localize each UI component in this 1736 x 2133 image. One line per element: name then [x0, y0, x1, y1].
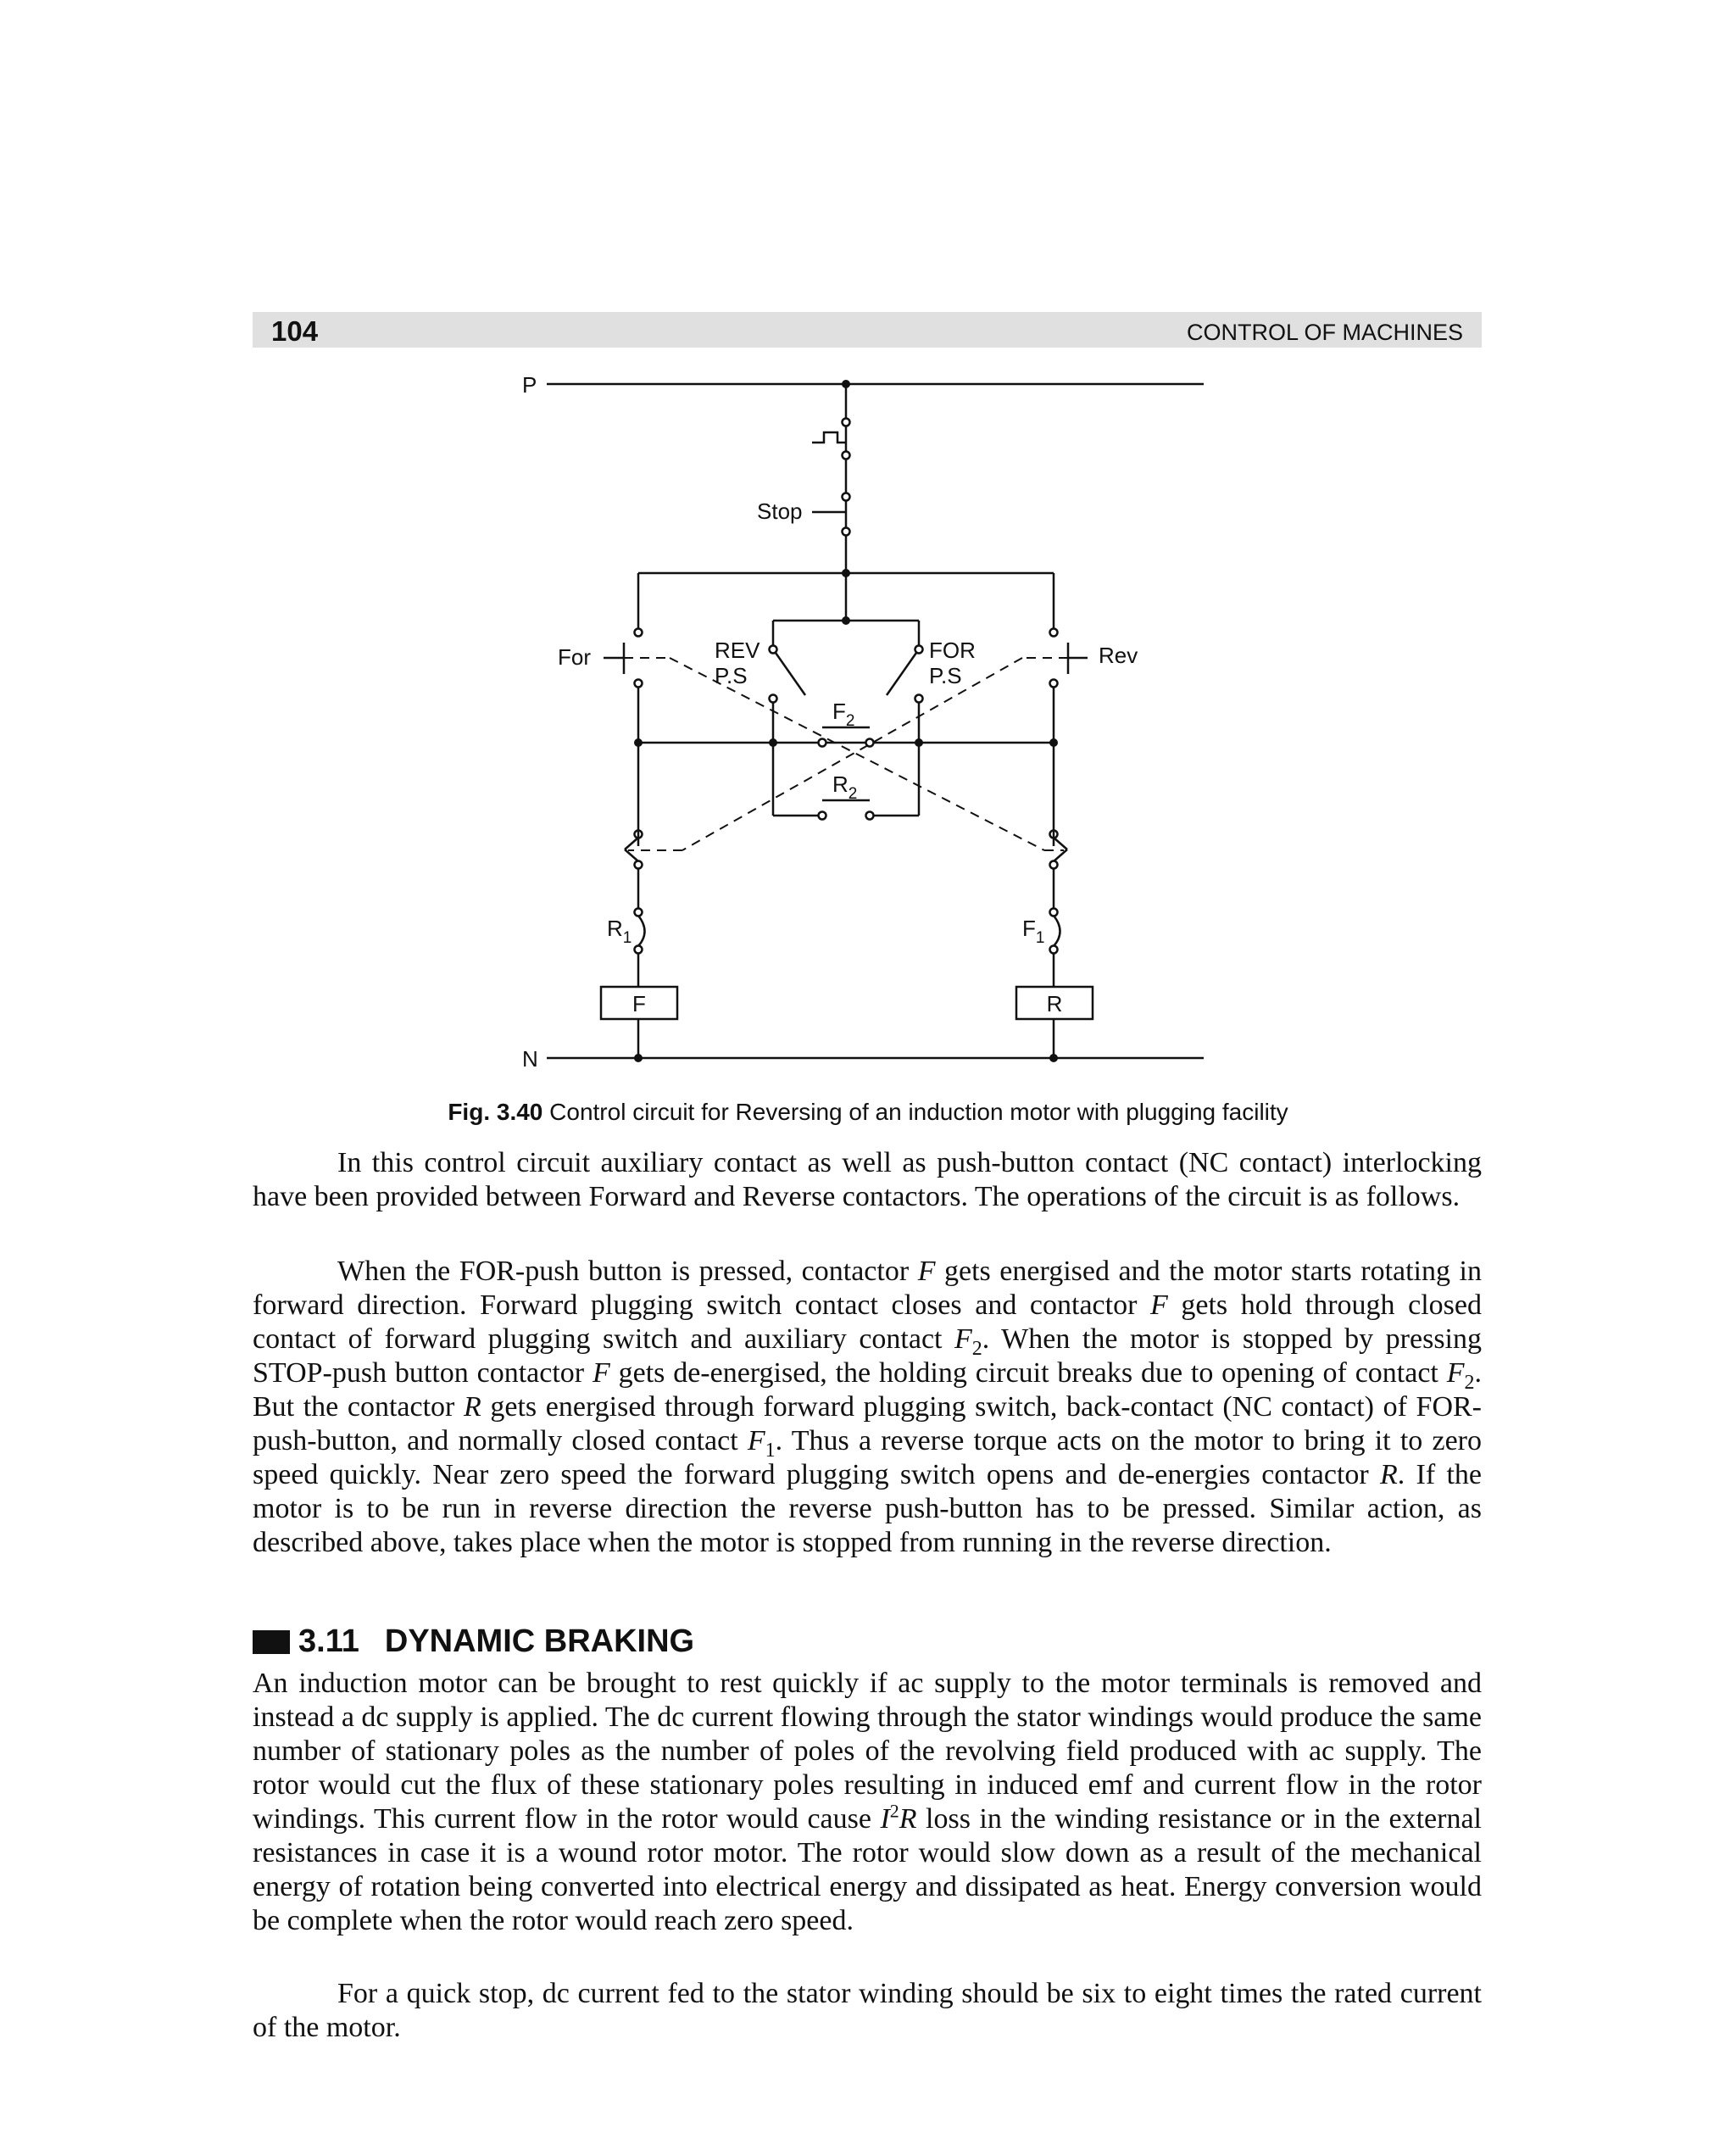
paragraph-operation: When the FOR-push button is pressed, contactor F gets energised and the motor starts rotating in forward direction. Forward plugging switch contact closes and contactor F gets hold through closed contact of forward plugging switch and auxiliary contact $F_2$. When the motor is stopped by pressing STOP-push button contactor F gets de-energised, the holding circuit breaks due to opening of contact $F_2$. But the contactor R gets energised through forward plugging switch, back-contact (NC contact) of FOR-push-button, and normally closed contact $F_1$. Thus a reverse torque acts on the motor to bring it to zero speed quickly. Near zero speed the forward plugging switch opens and de-energies contactor R. If the motor is to be run in reverse direction the reverse push-button has to be pressed. Similar action, as described above, takes place when the motor is stopped from running in the reverse direction. — [253, 1256, 1482, 1558]
label-for: For — [558, 644, 591, 670]
stop-nc1-top — [843, 419, 850, 426]
section-heading — [253, 1623, 694, 1660]
section-number: 3.11 — [298, 1623, 359, 1659]
paragraph-interlocking: In this control circuit auxiliary contact as well as push-button contact (NC contact) interlocking have been provided between Forward and Reverse contactors. The operations of the circuit is as follows. — [253, 1147, 1482, 1212]
label-p: P — [522, 372, 537, 398]
coil-r-label: R — [1046, 991, 1063, 1016]
caption-number: Fig. 3.40 — [448, 1099, 543, 1125]
caption-text: Control circuit for Reversing of an induction motor with plugging facility — [549, 1099, 1288, 1125]
thermal-overload-symbol — [812, 432, 846, 443]
for-ps-blade — [887, 653, 916, 695]
stop-pb-top — [843, 493, 850, 501]
label-for-ps-2: P.S — [929, 663, 962, 688]
label-rev: Rev — [1099, 643, 1138, 668]
section-marker — [253, 1630, 290, 1654]
label-n: N — [522, 1046, 538, 1072]
label-f1: $F_1$ — [1022, 916, 1045, 947]
label-r1: $R_1$ — [607, 916, 632, 947]
page-number: 104 — [271, 315, 319, 347]
label-rev-ps-1: REV — [715, 638, 760, 663]
paragraph-dynamic-braking: An induction motor can be brought to rest quickly if ac supply to the motor terminals is removed and instead a dc supply is applied. The dc current flowing through the stator windings would produce the same number of stationary poles as the number of poles of the revolving field produced with ac supply. The rotor would cut the flux of these stationary poles resulting in induced emf and current flow in the rotor windings. This current flow in the rotor would cause $I^2R$ loss in the winding resistance or in the external resistances in case it is a wound rotor motor. The rotor would slow down as a result of the mechanical energy of rotation being converted into electrical energy and dissipated as heat. Energy conversion would be complete when the rotor would reach zero speed. — [253, 1668, 1482, 1936]
label-r2: $R_2$ — [832, 771, 858, 803]
figure-caption — [0, 1099, 1736, 1126]
label-f2: $F_2$ — [832, 699, 855, 730]
rev-ps-blade — [776, 653, 805, 695]
label-stop: Stop — [757, 498, 803, 524]
label-for-ps-1: FOR — [929, 638, 976, 663]
paragraph-quick-stop: For a quick stop, dc current fed to the stator winding should be six to eight times the rated current of the motor. — [253, 1978, 1482, 2043]
section-title: DYNAMIC BRAKING — [384, 1623, 695, 1659]
label-rev-ps-2: P.S — [715, 663, 748, 688]
coil-f-label: F — [632, 991, 646, 1016]
running-head: CONTROL OF MACHINES — [1186, 320, 1463, 345]
